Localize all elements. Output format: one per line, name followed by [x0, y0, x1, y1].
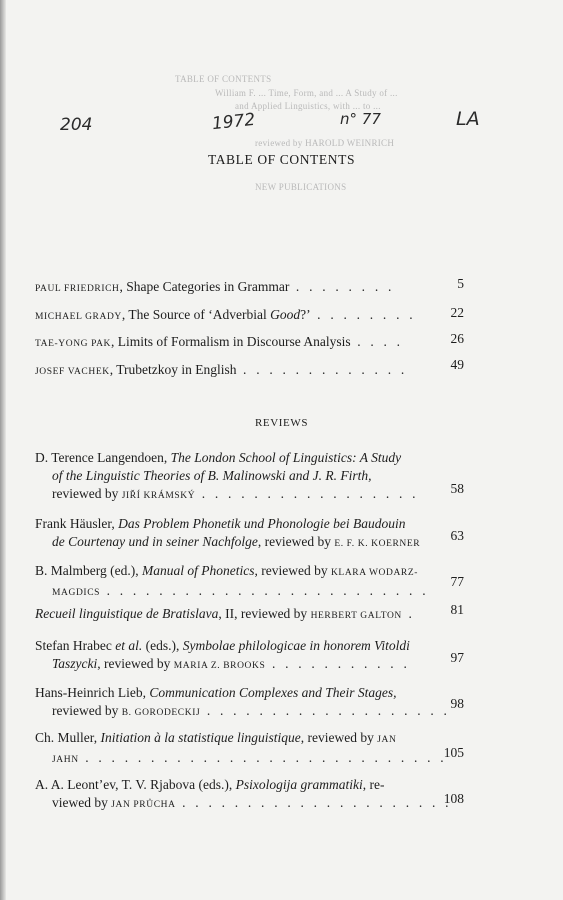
reviewer-name: JAN — [377, 735, 397, 745]
review-entry: A. A. Leont’ev, T. V. Rjabova (eds.), Psixologija grammatiki, re- viewed by JAN PRŮCHA . . . . . . . . . . . . . . . . . . . . . — [35, 777, 452, 810]
handwritten-number: 204 — [60, 115, 93, 135]
review-page-number: 81 — [450, 602, 464, 617]
review-entry: Frank Häusler, Das Problem Phonetik und Phonologie bei Baudouin de Courtenay und in seiner Nachfolge, reviewed by E. F. K. KOERNER — [35, 516, 421, 549]
review-page-number: 108 — [443, 791, 464, 806]
reviewer-name: JAHN — [52, 755, 79, 765]
article-page-number: 26 — [450, 331, 464, 346]
article-page-number: 5 — [457, 276, 464, 291]
bleed-through-text: William F. ... Time, Form, and ... A Study of ... — [215, 88, 398, 98]
review-entry: Hans-Heinrich Lieb, Communication Complexes and Their Stages, reviewed by B. GORODECKIJ . . . . . . . . . . . . . . . . . . . — [35, 685, 451, 718]
article-title: Limits of Formalism in Discourse Analysis — [117, 334, 351, 349]
review-page-number: 98 — [450, 696, 464, 711]
handwritten-issue: n° 77 — [340, 110, 381, 128]
page-title: TABLE OF CONTENTS — [207, 152, 356, 167]
reviewer-name: MAGDICS — [52, 588, 101, 598]
article-author: MICHAEL GRADY — [35, 312, 122, 322]
review-page-number: 58 — [450, 481, 464, 496]
toc-article-entry: TAE-YONG PAK, Limits of Formalism in Discourse Analysis . . . . — [35, 334, 404, 349]
page-edge-shadow — [0, 0, 6, 900]
article-author: JOSEF VACHEK — [35, 367, 110, 377]
review-entry: D. Terence Langendoen, The London School of Linguistics: A Study of the Linguistic Theories of B. Malinowski and J. R. Firth, reviewed by JIŘÍ KRÁMSKÝ . . . . . . . . . . . . . . . . . — [35, 450, 419, 501]
reviewer-name: HERBERT GALTON — [310, 611, 402, 621]
reviewer-name: JAN PRŮCHA — [111, 800, 176, 810]
reviewer-name: KLARA WODARZ- — [330, 568, 419, 578]
review-entry: Stefan Hrabec et al. (eds.), Symbolae philologicae in honorem Vitoldi Taszycki, reviewed by MARIA Z. BROOKS . . . . . . . . . . . — [35, 638, 411, 671]
article-title: Shape Categories in Grammar — [126, 279, 290, 294]
article-author: TAE-YONG PAK — [35, 339, 112, 349]
bleed-through-text: and Applied Linguistics, with ... to ... — [235, 101, 381, 111]
review-entry: B. Malmberg (ed.), Manual of Phonetics, reviewed by KLARA WODARZ- MAGDICS . . . . . . . . . . . . . . . . . . . . . . . . . — [35, 563, 429, 598]
reviewer-name: JIŘÍ KRÁMSKÝ — [121, 491, 196, 501]
review-page-number: 77 — [450, 574, 464, 589]
review-page-number: 105 — [443, 745, 464, 760]
review-entry: Ch. Muller, Initiation à la statistique linguistique, reviewed by JAN JAHN . . . . . . . . . . . . . . . . . . . . . . . . . . . . — [35, 730, 447, 765]
article-title: The Source of ‘Adverbial Good?’ — [128, 307, 311, 322]
reviewer-name: E. F. K. KOERNER — [334, 539, 421, 549]
reviewer-name: B. GORODECKIJ — [121, 708, 201, 718]
reviews-heading: REVIEWS — [254, 417, 309, 429]
review-page-number: 63 — [450, 528, 464, 543]
handwritten-initials: LA — [456, 108, 480, 130]
article-author: PAUL FRIEDRICH — [35, 284, 120, 294]
toc-article-entry: MICHAEL GRADY, The Source of ‘Adverbial Good?’ . . . . . . . . — [35, 307, 416, 322]
article-title: Trubetzkoy in English — [116, 362, 237, 377]
review-entry: Recueil linguistique de Bratislava, II, reviewed by HERBERT GALTON . — [35, 606, 416, 621]
bleed-through-text: TABLE OF CONTENTS — [175, 74, 272, 84]
article-page-number: 49 — [450, 357, 464, 372]
bleed-through-text: NEW PUBLICATIONS — [255, 182, 347, 192]
review-page-number: 97 — [450, 650, 464, 665]
handwritten-year: 1972 — [211, 109, 257, 135]
article-page-number: 22 — [450, 305, 464, 320]
reviewer-name: MARIA Z. BROOKS — [173, 661, 266, 671]
bleed-through-text: reviewed by HAROLD WEINRICH — [255, 138, 395, 148]
toc-article-entry: PAUL FRIEDRICH, Shape Categories in Grammar . . . . . . . . — [35, 279, 395, 294]
toc-article-entry: JOSEF VACHEK, Trubetzkoy in English . . . . . . . . . . . . . — [35, 362, 408, 377]
